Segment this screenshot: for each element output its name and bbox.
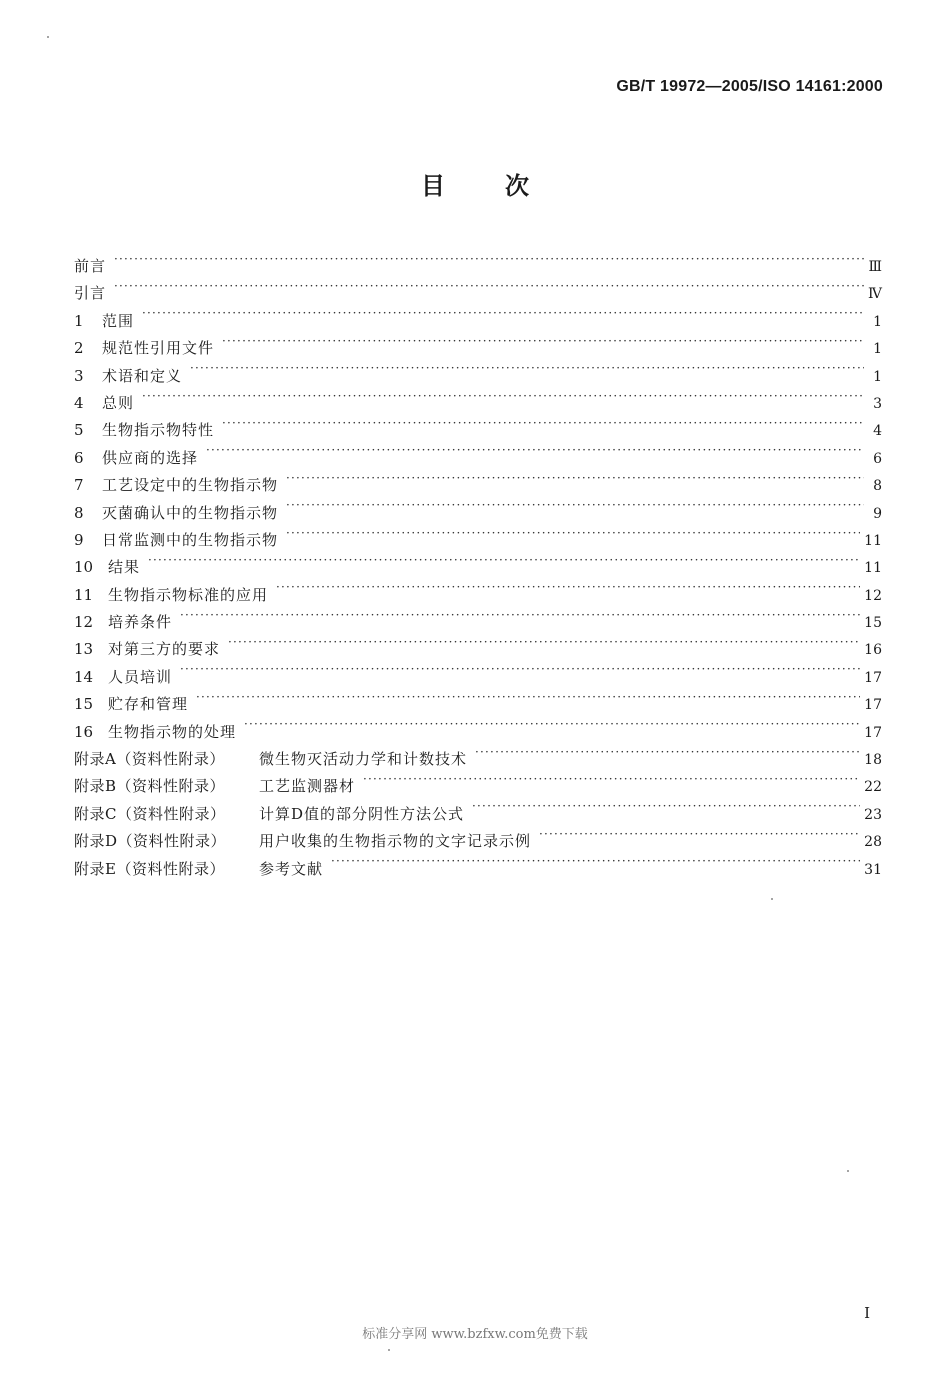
toc-entry[interactable]: [74, 582, 882, 609]
annex-prefix: 附录E（资料性附录）: [74, 859, 225, 878]
toc-entry-label: 灭菌确认中的生物指示物: [102, 503, 279, 522]
toc-entry-number: 5: [74, 421, 84, 440]
toc-entry-label: 对第三方的要求: [108, 640, 221, 659]
dot-leader: [286, 475, 864, 490]
toc-entry-foreword[interactable]: [74, 253, 882, 280]
dot-leader: [114, 256, 864, 271]
toc-entry-number: 15: [74, 695, 94, 714]
toc-entry-number: 8: [74, 503, 84, 522]
toc-entry-label: 前言: [74, 257, 107, 275]
toc-entry-number: 11: [74, 585, 94, 604]
dot-leader: [244, 722, 860, 737]
toc-entry-page: 12: [864, 587, 882, 604]
toc-entry-page: 18: [864, 752, 882, 769]
scan-speck: [847, 1170, 849, 1172]
dot-leader: [363, 776, 860, 791]
toc-entry-page: 1: [873, 341, 882, 358]
toc-entry-label: 生物指示物特性: [102, 421, 215, 440]
toc-entry-page: 4: [873, 423, 882, 440]
toc-entry-page: 9: [873, 505, 882, 522]
toc-entry-number: 7: [74, 476, 84, 495]
page-title: 目次: [421, 172, 589, 200]
toc-entry-page: 11: [864, 560, 882, 577]
toc-entry[interactable]: [74, 636, 882, 663]
standard-number: GB/T 19972—2005/ISO 14161:2000: [616, 78, 883, 95]
toc-annex-entry[interactable]: [74, 801, 882, 828]
toc-entry-page: 17: [864, 697, 882, 714]
dot-leader: [222, 420, 864, 435]
toc-entry-page: 22: [864, 779, 882, 796]
toc-entry-number: 14: [74, 667, 94, 686]
toc-annex-entry[interactable]: [74, 828, 882, 855]
toc-annex-entry[interactable]: [74, 773, 882, 800]
toc-entry-label: 计算D值的部分阴性方法公式: [259, 804, 465, 823]
dot-leader: [142, 393, 864, 408]
toc-entry-page: 6: [873, 450, 882, 467]
toc-entry-page: 17: [864, 669, 882, 686]
dot-leader: [286, 503, 864, 518]
annex-prefix: 附录A（资料性附录）: [74, 750, 225, 769]
annex-prefix: 附录B（资料性附录）: [74, 777, 226, 796]
toc-entry[interactable]: [74, 527, 882, 554]
dot-leader: [539, 831, 860, 846]
toc-entry-introduction[interactable]: [74, 280, 882, 307]
dot-leader: [206, 448, 864, 463]
toc-entry-number: 10: [74, 558, 94, 577]
toc-entry-page: 16: [864, 642, 882, 659]
toc-entry-number: 6: [74, 448, 84, 467]
toc-entry-page: 17: [864, 724, 882, 741]
dot-leader: [286, 530, 860, 545]
dot-leader: [190, 366, 864, 381]
toc-entry-label: 微生物灭活动力学和计数技术: [259, 750, 468, 769]
toc-entry[interactable]: [74, 691, 882, 718]
dot-leader: [331, 859, 860, 874]
toc-entry[interactable]: [74, 609, 882, 636]
toc-entry[interactable]: [74, 554, 882, 581]
toc-entry[interactable]: [74, 500, 882, 527]
toc-entry-label: 用户收集的生物指示物的文字记录示例: [259, 832, 532, 851]
toc-entry-label: 参考文献: [259, 859, 324, 878]
toc-entry[interactable]: [74, 335, 882, 362]
toc-entry-label: 结果: [108, 558, 141, 577]
toc-entry-label: 规范性引用文件: [102, 339, 215, 358]
scan-speck: [771, 898, 773, 900]
toc-entry-label: 总则: [102, 393, 135, 412]
dot-leader: [148, 557, 860, 572]
toc-entry-page: 3: [873, 395, 882, 412]
dot-leader: [475, 749, 860, 764]
toc-entry-page: 8: [873, 478, 882, 495]
toc-entry-label: 工艺设定中的生物指示物: [102, 476, 279, 495]
toc-entry[interactable]: [74, 308, 882, 335]
toc-entry[interactable]: [74, 390, 882, 417]
dot-leader: [228, 639, 860, 654]
toc-entry-page: 1: [873, 313, 882, 330]
toc-entry-page: 11: [864, 532, 882, 549]
toc-entry[interactable]: [74, 417, 882, 444]
toc-entry-number: 13: [74, 640, 94, 659]
toc-entry-label: 人员培训: [108, 667, 173, 686]
toc-entry-number: 16: [74, 722, 94, 741]
watermark-text: 标准分享网 www.bzfxw.com免费下载: [362, 1327, 588, 1342]
dot-leader: [180, 612, 860, 627]
toc-entry-label: 生物指示物的处理: [108, 722, 237, 741]
dot-leader: [114, 283, 864, 298]
toc-entry[interactable]: [74, 664, 882, 691]
annex-prefix: 附录D（资料性附录）: [74, 832, 227, 851]
toc-entry-number: 9: [74, 530, 84, 549]
toc-entry-page: Ⅲ: [868, 259, 882, 275]
dot-leader: [276, 585, 860, 600]
toc-entry-page: 23: [864, 806, 882, 823]
toc-entry-page: 28: [864, 834, 882, 851]
toc-entry[interactable]: [74, 719, 882, 746]
toc-entry-label: 术语和定义: [102, 366, 183, 385]
toc-entry-label: 生物指示物标准的应用: [108, 585, 269, 604]
toc-entry-label: 工艺监测器材: [259, 777, 356, 796]
table-of-contents: [74, 253, 882, 883]
dot-leader: [142, 311, 864, 326]
toc-entry-label: 日常监测中的生物指示物: [102, 530, 279, 549]
toc-entry-number: 4: [74, 393, 84, 412]
scan-speck: [388, 1349, 390, 1351]
dot-leader: [222, 338, 864, 353]
toc-entry[interactable]: [74, 472, 882, 499]
toc-entry-page: Ⅳ: [868, 286, 882, 303]
toc-entry-label: 引言: [74, 284, 107, 303]
dot-leader: [472, 804, 860, 819]
toc-entry-page: 1: [873, 368, 882, 385]
toc-annex-entry[interactable]: [74, 746, 882, 773]
toc-entry-number: 2: [74, 339, 84, 358]
toc-entry[interactable]: [74, 363, 882, 390]
toc-entry-number: 3: [74, 366, 84, 385]
toc-entry-page: 31: [864, 861, 882, 878]
toc-entry-number: 1: [74, 311, 84, 330]
toc-entry[interactable]: [74, 445, 882, 472]
toc-entry-label: 培养条件: [108, 613, 173, 632]
toc-entry-label: 贮存和管理: [108, 695, 189, 714]
dot-leader: [196, 694, 860, 709]
annex-prefix: 附录C（资料性附录）: [74, 804, 226, 823]
dot-leader: [180, 667, 860, 682]
toc-entry-label: 供应商的选择: [102, 448, 199, 467]
toc-annex-entry[interactable]: [74, 856, 882, 883]
toc-entry-number: 12: [74, 613, 94, 632]
toc-entry-label: 范围: [102, 311, 135, 330]
page-number: I: [864, 1304, 870, 1322]
toc-entry-page: 15: [864, 615, 882, 632]
scan-speck: [47, 36, 49, 38]
